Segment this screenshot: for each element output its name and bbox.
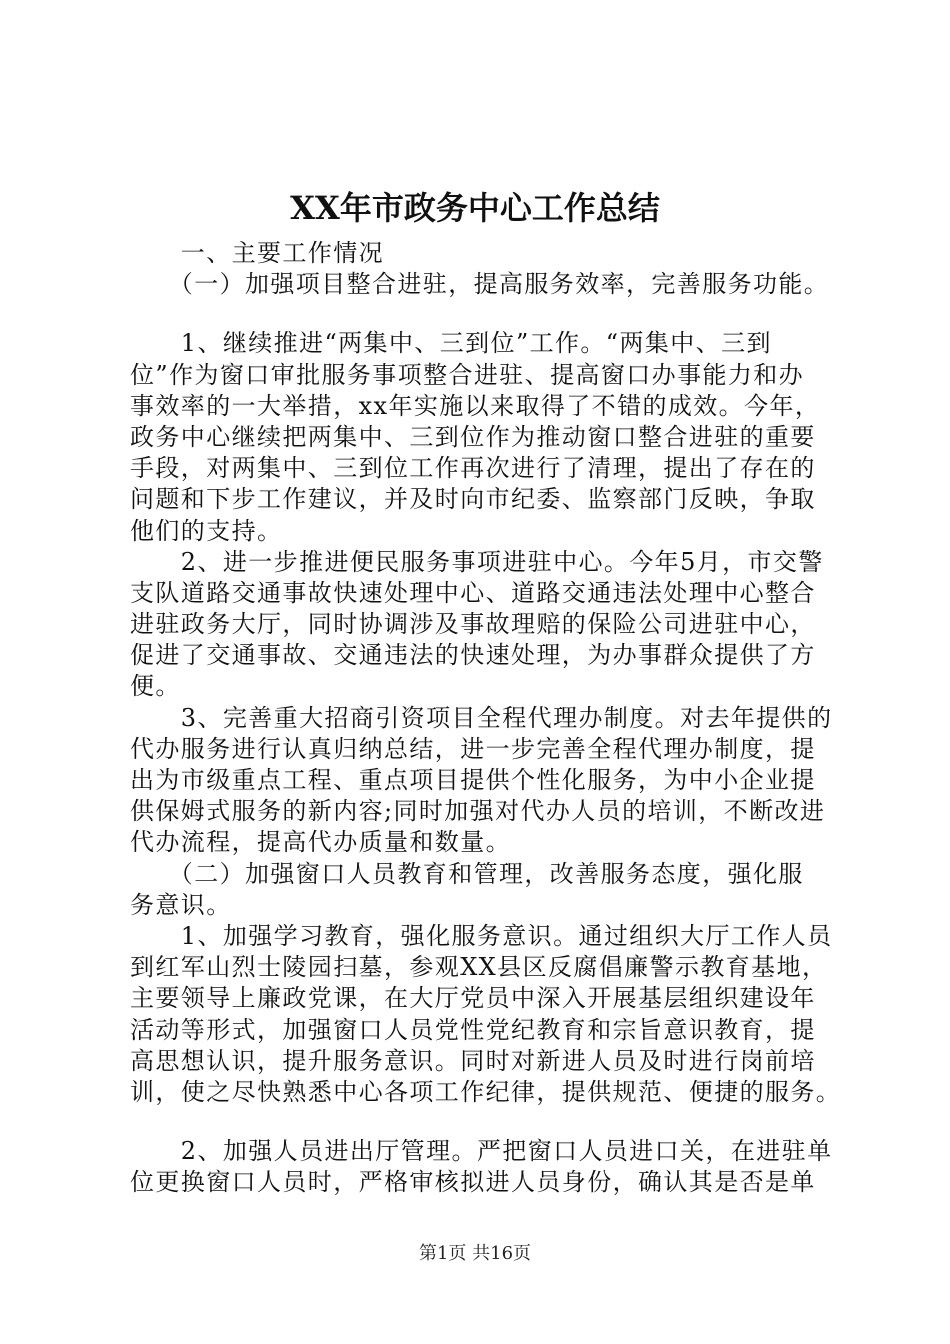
body-line: 问题和下步工作建议，并及时向市纪委、监察部门反映，争取 xyxy=(130,485,816,514)
body-line: 2、加强人员进出厅管理。严把窗口人员进口关，在进驻单 xyxy=(130,1137,833,1166)
body-line: 促进了交通事故、交通违法的快速处理，为办事群众提供了方 xyxy=(130,641,816,670)
body-line: 1、继续推进“两集中、三到位”工作。“两集中、三到 xyxy=(130,329,772,358)
body-line: 手段，对两集中、三到位工作再次进行了清理，提出了存在的 xyxy=(130,454,816,483)
paragraph-gap xyxy=(130,300,830,328)
body-line: 1、加强学习教育，强化服务意识。通过组织大厅工作人员 xyxy=(130,921,833,950)
body-line: 出为市级重点工程、重点项目提供个性化服务，为中小企业提 xyxy=(130,766,816,794)
body-line: 务意识。 xyxy=(130,890,232,919)
document-title: XX年市政务中心工作总结 xyxy=(290,189,660,227)
body-line: 2、进一步推进便民服务事项进驻中心。今年5月，市交警 xyxy=(130,547,824,576)
paragraph-gap xyxy=(130,1108,830,1136)
body-line: （二）加强窗口人员教育和管理，改善服务态度，强化服 xyxy=(130,859,804,888)
body-line: 训，使之尽快熟悉中心各项工作纪律，提供规范、便捷的服务。 xyxy=(130,1077,842,1106)
document-body xyxy=(130,238,842,1198)
body-line: 一、主要工作情况 xyxy=(130,239,384,267)
body-line: 到红军山烈士陵园扫墓，参观XX县区反腐倡廉警示教育基地， xyxy=(130,953,828,982)
body-line: 位更换窗口人员时，严格审核拟进人员身份，确认其是否是单 xyxy=(130,1168,816,1197)
body-line: 高思想认识，提升服务意识。同时对新进人员及时进行岗前培 xyxy=(130,1046,816,1075)
body-line: 事效率的一大举措，xx年实施以来取得了不错的成效。今年， xyxy=(130,391,821,420)
body-line: 3、完善重大招商引资项目全程代理办制度。对去年提供的 xyxy=(130,703,833,732)
body-line: 政务中心继续把两集中、三到位作为推动窗口整合进驻的重要 xyxy=(130,422,816,451)
body-line: 便。 xyxy=(130,672,181,701)
body-line: 代办服务进行认真归纳总结，进一步完善全程代理办制度，提 xyxy=(130,734,816,763)
body-line: 代办流程，提高代办质量和数量。 xyxy=(130,828,511,857)
page-number-footer: 第1页 共16页 xyxy=(418,1243,532,1264)
body-line: 活动等形式，加强窗口人员党性党纪教育和宗旨意识教育，提 xyxy=(130,1015,816,1044)
body-line: 供保姆式服务的新内容;同时加强对代办人员的培训，不断改进 xyxy=(130,797,826,826)
body-line: 他们的支持。 xyxy=(130,516,283,545)
body-line: （一）加强项目整合进驻，提高服务效率，完善服务功能。 xyxy=(130,270,830,299)
body-line: 支队道路交通事故快速处理中心、道路交通违法处理中心整合 xyxy=(130,578,816,607)
body-line: 进驻政务大厅，同时协调涉及事故理赔的保险公司进驻中心， xyxy=(130,610,816,639)
body-line: 位”作为窗口审批服务事项整合进驻、提高窗口办事能力和办 xyxy=(130,360,805,389)
body-line: 主要领导上廉政党课，在大厅党员中深入开展基层组织建设年 xyxy=(130,984,816,1013)
